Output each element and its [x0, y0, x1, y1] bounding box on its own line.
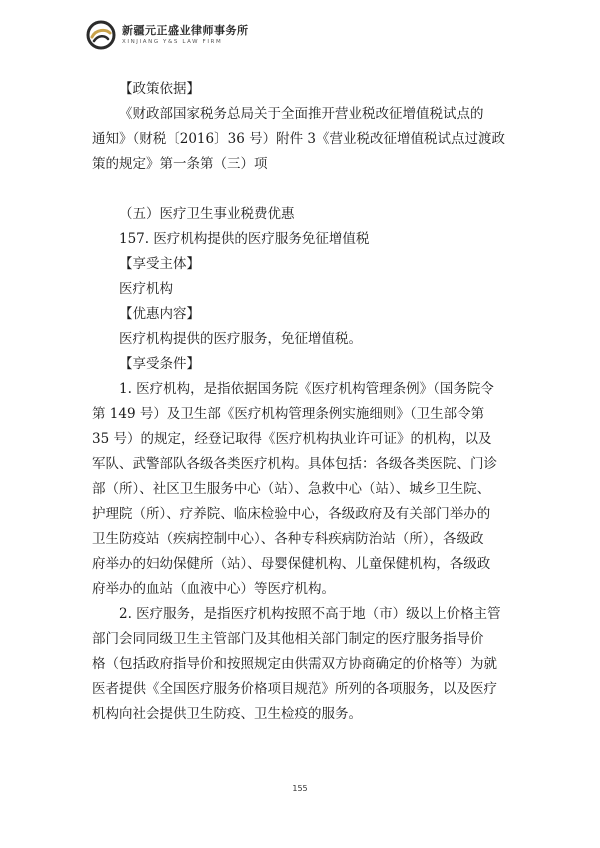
- paragraph-line: 格（包括政府指导价和按照规定由供需双方协商确定的价格等）为就: [92, 656, 497, 672]
- section-heading-policy-basis: 【政策依据】: [119, 81, 200, 97]
- paragraph-line: 通知》（财税〔2016〕36 号）附件 3《营业税改征增值税试点过渡政: [92, 131, 505, 147]
- paragraph-line: 1. 医疗机构，是指依据国务院《医疗机构管理条例》（国务院令: [119, 381, 494, 397]
- paragraph-line: 机构向社会提供卫生防疫、卫生检疫的服务。: [92, 706, 362, 722]
- section-heading-beneficiary: 【享受主体】: [119, 256, 200, 272]
- paragraph-line: 卫生防疫站（疾病控制中心）、各种专科疾病防治站（所），各级政: [92, 531, 484, 547]
- page-number: 155: [292, 784, 308, 793]
- firm-name-en: XINJIANG Y&S LAW FIRM: [122, 39, 223, 45]
- paragraph-line: 医疗机构提供的医疗服务，免征增值税。: [119, 331, 362, 347]
- paragraph-line: 部（所）、社区卫生服务中心（站）、急救中心（站）、城乡卫生院、: [92, 481, 491, 497]
- paragraph-line: 35 号）的规定，经登记取得《医疗机构执业许可证》的机构，以及: [92, 431, 492, 447]
- paragraph-line: 2. 医疗服务，是指医疗机构按照不高于地（市）级以上价格主管: [119, 606, 501, 622]
- paragraph-line: 《财政部国家税务总局关于全面推开营业税改征增值税试点的: [119, 106, 484, 122]
- paragraph-line: 军队、武警部队各级各类医疗机构。具体包括：各级各类医院、门诊: [92, 456, 497, 472]
- paragraph-line: 医疗机构: [119, 281, 173, 297]
- blank-line: [92, 177, 522, 202]
- firm-name-cn: 新疆元正盛业律师事务所: [122, 24, 249, 37]
- subsection-title: （五）医疗卫生事业税费优惠: [119, 206, 295, 222]
- letterhead: [86, 18, 466, 54]
- item-title: 157. 医疗机构提供的医疗服务免征增值税: [119, 231, 370, 247]
- section-heading-conditions: 【享受条件】: [119, 356, 200, 372]
- paragraph-line: 护理院（所）、疗养院、临床检验中心，各级政府及有关部门举办的: [92, 506, 491, 522]
- paragraph-line: 策的规定》第一条第（三）项: [92, 156, 268, 172]
- paragraph-line: 第 149 号）及卫生部《医疗机构管理条例实施细则》（卫生部令第: [92, 406, 485, 422]
- document-body: [92, 77, 522, 727]
- paragraph-line: 府举办的妇幼保健所（站）、母婴保健机构、儿童保健机构，各级政: [92, 556, 491, 572]
- paragraph-line: 医者提供《全国医疗服务价格项目规范》所列的各项服务，以及医疗: [92, 681, 497, 697]
- section-heading-benefit: 【优惠内容】: [119, 306, 200, 322]
- paragraph-line: 府举办的血站（血液中心）等医疗机构。: [92, 581, 335, 597]
- paragraph-line: 部门会同同级卫生主管部门及其他相关部门制定的医疗服务指导价: [92, 631, 484, 647]
- firm-logo-icon: [86, 20, 116, 50]
